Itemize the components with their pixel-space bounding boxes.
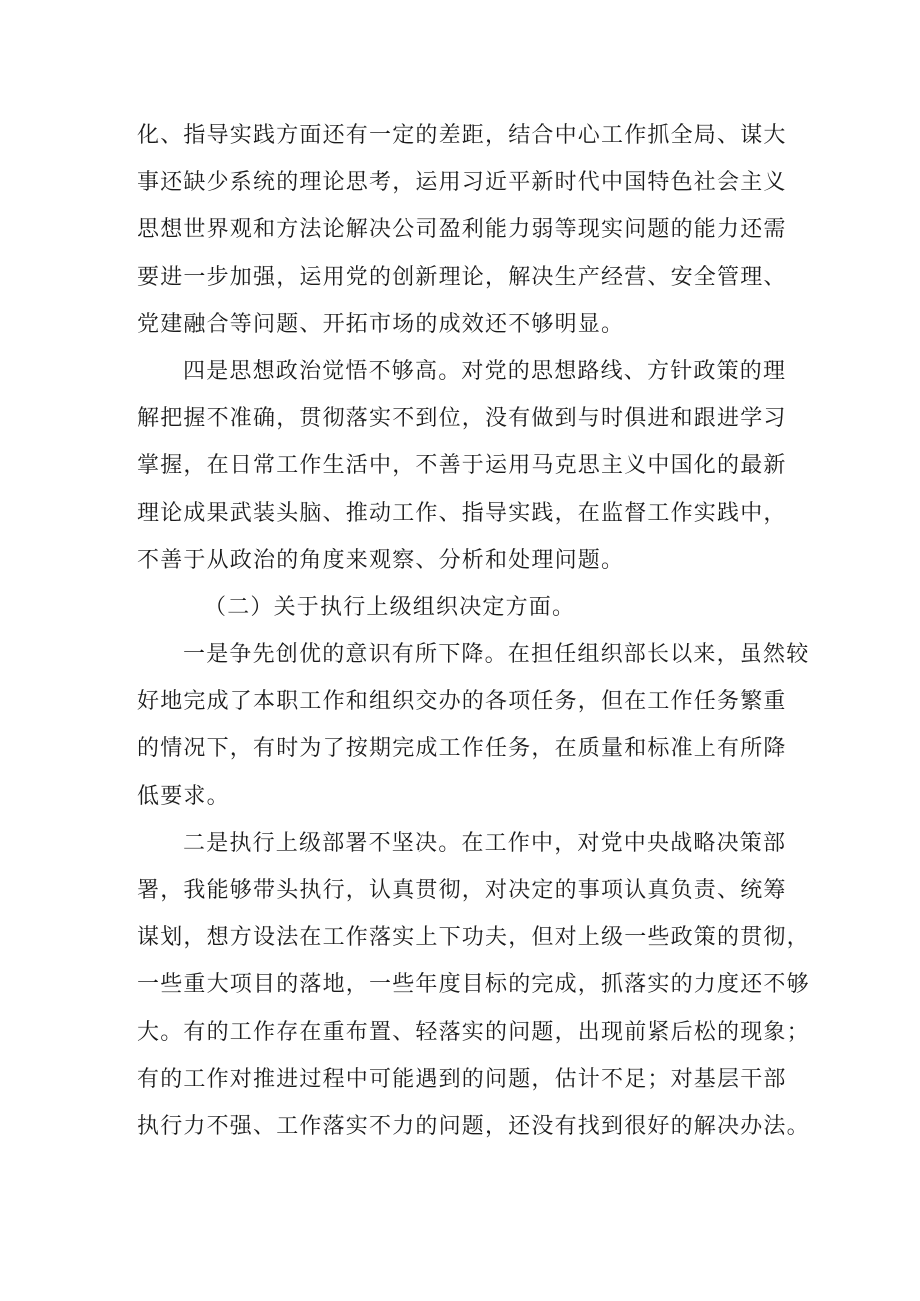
heading-line: （二）关于执行上级组织决定方面。 [204,594,576,620]
text-line: 二是执行上级部署不坚决。在工作中，对党中央战略决策部 [183,830,787,856]
document-body [137,112,817,1150]
text-line: 理论成果武装头脑、推动工作、指导实践，在监督工作实践中， [137,500,787,526]
text-line: 谋划，想方设法在工作落实上下功夫，但对上级一些政策的贯彻， [137,925,810,951]
paragraph-continuation [137,112,817,348]
text-line: 化、指导实践方面还有一定的差距，结合中心工作抓全局、谋大 [137,123,787,148]
text-line: 四是思想政治觉悟不够高。对党的思想路线、方针政策的理 [183,358,787,384]
paragraph-point-four [137,348,817,584]
text-line: 解把握不准确，贯彻落实不到位，没有做到与时俱进和跟进学习 [137,406,787,432]
text-line: 党建融合等问题、开拓市场的成效还不够明显。 [137,311,625,337]
text-line: 掌握，在日常工作生活中，不善于运用马克思主义中国化的最新 [137,453,787,479]
text-line: 不善于从政治的角度来观察、分析和处理问题。 [137,547,625,573]
text-line: 一是争先创优的意识有所下降。在担任组织部长以来，虽然较 [183,642,810,668]
text-line: 要进一步加强，运用党的创新理论，解决生产经营、安全管理、 [137,264,787,290]
section-heading-two [137,584,817,631]
text-line: 事还缺少系统的理论思考，运用习近平新时代中国特色社会主义 [137,170,787,196]
paragraph-point-two [137,820,817,1150]
text-line: 有的工作对推进过程中可能遇到的问题，估计不足；对基层干部 [137,1066,787,1092]
text-line: 执行力不强、工作落实不力的问题，还没有找到很好的解决办法。 [137,1113,810,1139]
text-line: 思想世界观和方法论解决公司盈利能力弱等现实问题的能力还需 [137,217,787,243]
text-line: 署，我能够带头执行，认真贯彻，对决定的事项认真负责、统筹 [137,878,787,903]
text-line: 的情况下，有时为了按期完成工作任务，在质量和标准上有所降 [137,736,787,762]
text-line: 好地完成了本职工作和组织交办的各项任务，但在工作任务繁重 [137,689,787,715]
text-line: 一些重大项目的落地，一些年度目标的完成，抓落实的力度还不够 [137,972,810,998]
text-line: 低要求。 [137,783,230,809]
text-line: 大。有的工作存在重布置、轻落实的问题，出现前紧后松的现象； [137,1019,810,1045]
paragraph-point-one [137,631,817,820]
